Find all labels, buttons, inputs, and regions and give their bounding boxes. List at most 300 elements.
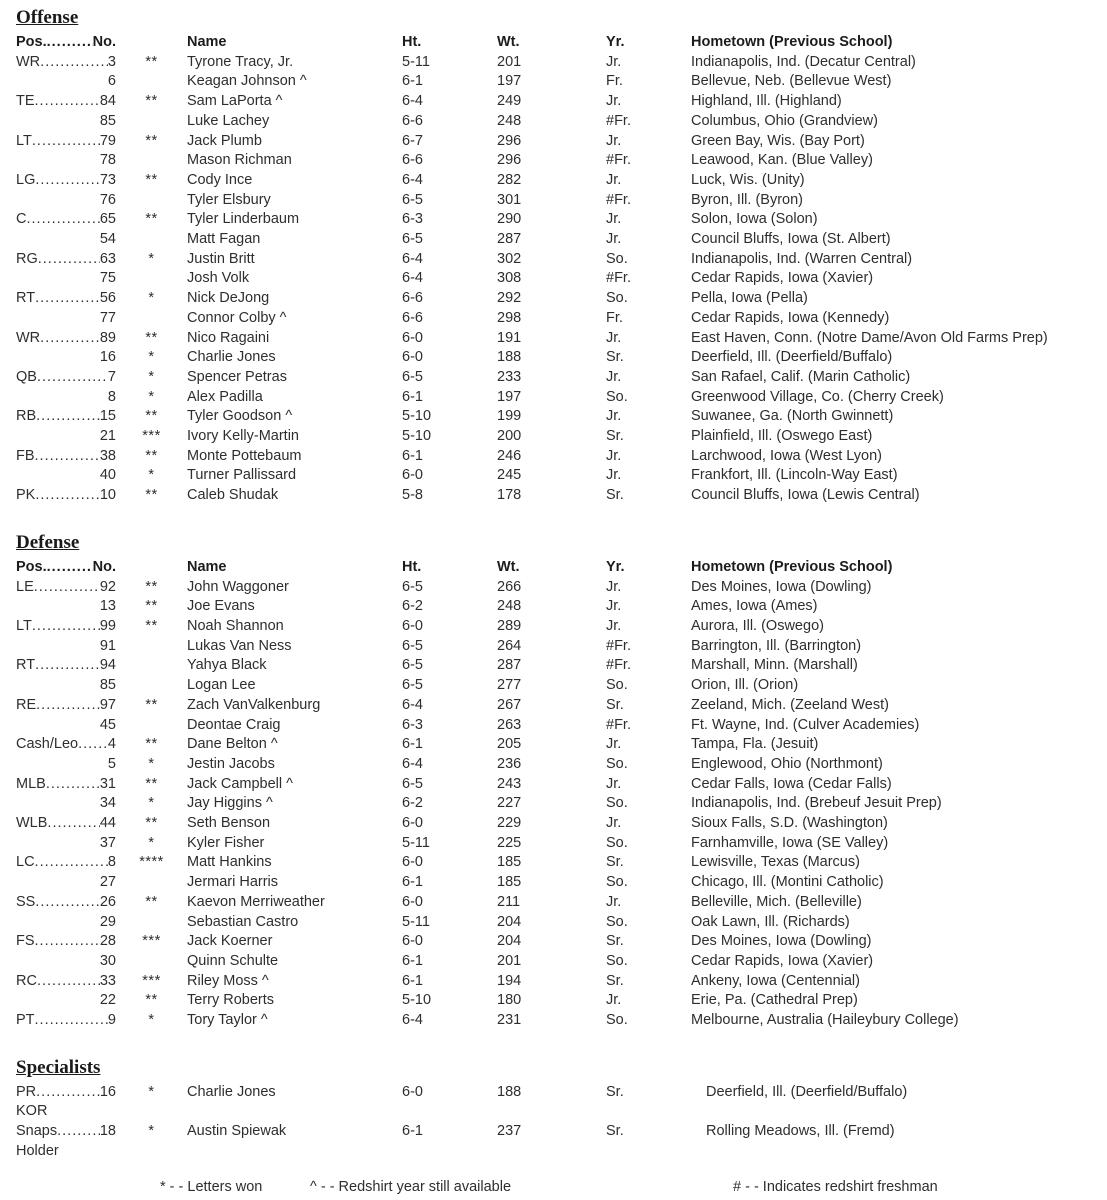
player-height: 5-10 (402, 408, 432, 425)
roster-row (16, 578, 1097, 598)
position-number-cell (16, 893, 116, 913)
player-weight: 188 (497, 349, 522, 366)
player-height: 5-11 (402, 913, 430, 930)
letters-won-stars: *** (142, 428, 161, 445)
position-number-cell (16, 191, 116, 211)
position-number-cell (16, 834, 116, 854)
player-year: #Fr. (606, 637, 631, 654)
player-hometown: Des Moines, Iowa (Dowling) (691, 578, 872, 595)
player-height: 6-5 (402, 191, 423, 208)
dot-leader (26, 210, 99, 230)
letters-won-stars: * (148, 368, 155, 385)
player-weight: 205 (497, 736, 522, 753)
roster-row (16, 151, 1097, 171)
player-name: John Waggoner (187, 578, 289, 595)
player-year: So. (606, 250, 628, 267)
player-weight: 231 (497, 1012, 522, 1029)
jersey-number: 79 (99, 132, 116, 149)
position-number-cell (16, 597, 116, 617)
roster-row (16, 1011, 1097, 1031)
jersey-number: 65 (99, 211, 116, 228)
player-year: So. (606, 290, 628, 307)
player-year: Jr. (606, 132, 622, 149)
player-name: Kyler Fisher (187, 834, 265, 851)
player-hometown: Farnhamville, Iowa (SE Valley) (691, 834, 889, 851)
roster-row (16, 696, 1097, 716)
letters-won-stars: * (148, 349, 155, 366)
position-number-cell (16, 368, 116, 388)
player-height (402, 1142, 497, 1162)
player-height: 6-0 (402, 329, 423, 346)
weight-header: Wt. (497, 34, 520, 50)
dot-leader (37, 368, 108, 388)
position-number-cell (16, 1142, 116, 1162)
player-hometown: Belleville, Mich. (Belleville) (691, 893, 862, 910)
player-height: 6-4 (402, 1012, 423, 1029)
dot-leader (40, 329, 100, 349)
player-name: Tyler Goodson ^ (187, 408, 293, 425)
jersey-number: 29 (99, 913, 116, 930)
player-hometown: Tampa, Fla. (Jesuit) (691, 736, 819, 753)
position-number-cell (16, 132, 116, 152)
player-year: So. (606, 388, 628, 405)
player-weight: 201 (497, 952, 522, 969)
letters-won-stars (116, 309, 187, 329)
jersey-number: 78 (99, 152, 116, 169)
player-hometown: Pella, Iowa (Pella) (691, 290, 808, 307)
jersey-number: 34 (99, 795, 116, 812)
player-height: 6-2 (402, 598, 423, 615)
player-weight: 204 (497, 913, 522, 930)
player-name: Tyrone Tracy, Jr. (187, 53, 294, 70)
defense-title: Defense (16, 531, 80, 553)
player-name: Noah Shannon (187, 617, 284, 634)
roster-row (16, 755, 1097, 775)
player-year: #Fr. (606, 657, 631, 674)
player-year: So. (606, 1012, 628, 1029)
player-weight: 289 (497, 617, 522, 634)
player-weight: 277 (497, 677, 522, 694)
player-weight: 243 (497, 775, 522, 792)
roster-row (16, 171, 1097, 191)
position-label: LE (16, 578, 34, 595)
player-year: So. (606, 874, 628, 891)
letters-won-stars: ** (145, 132, 158, 149)
player-year: Jr. (606, 736, 622, 753)
dot-leader (35, 486, 100, 506)
player-name: Jestin Jacobs (187, 755, 275, 772)
player-name (187, 1142, 402, 1162)
position-label: PK (16, 487, 36, 504)
roster-row (16, 991, 1097, 1011)
player-hometown: Aurora, Ill. (Oswego) (691, 617, 824, 634)
position-number-cell (16, 676, 116, 696)
player-height: 6-6 (402, 112, 423, 129)
player-weight: 178 (497, 487, 522, 504)
position-number-cell (16, 230, 116, 250)
position-number-cell (16, 775, 116, 795)
player-weight: 267 (497, 696, 522, 713)
player-year: So. (606, 952, 628, 969)
player-year: Fr. (606, 73, 623, 90)
player-weight: 290 (497, 211, 522, 228)
player-weight: 296 (497, 132, 522, 149)
player-weight: 236 (497, 755, 522, 772)
player-weight: 301 (497, 191, 522, 208)
jersey-number: 8 (107, 854, 116, 871)
jersey-number: 13 (99, 598, 116, 615)
player-hometown: Cedar Falls, Iowa (Cedar Falls) (691, 775, 892, 792)
letters-won-stars: ** (145, 447, 158, 464)
player-year: Jr. (606, 211, 622, 228)
player-year: Sr. (606, 1083, 624, 1100)
player-name: Matt Fagan (187, 231, 261, 248)
player-height: 6-3 (402, 211, 423, 228)
jersey-number: 28 (99, 933, 116, 950)
player-height: 6-4 (402, 171, 423, 188)
player-name: Monte Pottebaum (187, 447, 302, 464)
legend-redshirt-freshman: # - - Indicates redshirt freshman (733, 1178, 938, 1195)
player-hometown (691, 1102, 1097, 1122)
hometown-header: Hometown (Previous School) (691, 34, 893, 50)
specialists-rows (16, 1083, 1097, 1162)
player-name: Keagan Johnson ^ (187, 73, 307, 90)
position-label: PT (16, 1012, 35, 1029)
dot-leader (47, 814, 99, 834)
player-hometown: Deerfield, Ill. (Deerfield/Buffalo) (706, 1083, 908, 1100)
player-year: So. (606, 795, 628, 812)
player-height: 6-1 (402, 874, 423, 891)
dot-leader (40, 53, 108, 73)
height-header: Ht. (402, 34, 422, 50)
roster-row (16, 407, 1097, 427)
player-height: 6-0 (402, 815, 423, 832)
dot-leader (35, 1011, 108, 1031)
player-height: 6-1 (402, 388, 423, 405)
player-year: #Fr. (606, 270, 631, 287)
jersey-number: 94 (99, 657, 116, 674)
pos-no-header (16, 558, 116, 578)
player-hometown: San Rafael, Calif. (Marin Catholic) (691, 368, 911, 385)
roster-row (16, 230, 1097, 250)
position-label: C (16, 211, 27, 228)
player-hometown: Lewisville, Texas (Marcus) (691, 854, 860, 871)
position-number-cell (16, 289, 116, 309)
player-weight: 233 (497, 368, 522, 385)
player-year: Jr. (606, 617, 622, 634)
player-height: 6-1 (402, 736, 423, 753)
offense-rows (16, 53, 1097, 506)
roster-row (16, 716, 1097, 736)
jersey-number: 85 (99, 112, 116, 129)
player-hometown: Green Bay, Wis. (Bay Port) (691, 132, 865, 149)
player-hometown: Englewood, Ohio (Northmont) (691, 755, 883, 772)
position-number-cell (16, 637, 116, 657)
letters-won-stars: ** (145, 53, 158, 70)
position-number-cell (16, 210, 116, 230)
year-header: Yr. (606, 34, 625, 50)
letters-won-stars: ** (145, 815, 158, 832)
player-name: Spencer Petras (187, 368, 287, 385)
dot-leader (35, 893, 100, 913)
player-height (402, 1102, 497, 1122)
roster-row (16, 309, 1097, 329)
player-height: 5-11 (402, 53, 430, 70)
player-weight: 199 (497, 408, 522, 425)
dot-leader (47, 33, 93, 53)
letters-won-stars (116, 637, 187, 657)
letters-won-stars: ** (145, 696, 158, 713)
letters-won-stars: ** (145, 992, 158, 1009)
player-weight: 302 (497, 250, 522, 267)
player-name: Dane Belton ^ (187, 736, 278, 753)
letters-won-stars (116, 1102, 187, 1122)
roster-row (16, 348, 1097, 368)
position-number-cell (16, 952, 116, 972)
letters-won-stars: ** (145, 211, 158, 228)
dot-leader (35, 447, 100, 467)
player-year: Sr. (606, 428, 624, 445)
no-header-label: No. (92, 558, 116, 575)
position-number-cell (16, 250, 116, 270)
player-name: Austin Spiewak (187, 1123, 287, 1140)
roster-row (16, 250, 1097, 270)
player-hometown: Council Bluffs, Iowa (Lewis Central) (691, 487, 920, 504)
player-height: 6-4 (402, 93, 423, 110)
player-height: 6-4 (402, 250, 423, 267)
player-weight: 225 (497, 834, 522, 851)
player-weight: 204 (497, 933, 522, 950)
jersey-number: 21 (99, 428, 116, 445)
letters-won-stars: ** (145, 598, 158, 615)
player-weight: 292 (497, 290, 522, 307)
name-header: Name (187, 34, 227, 50)
roster-row (16, 112, 1097, 132)
roster-row (16, 1102, 1097, 1122)
player-hometown: Deerfield, Ill. (Deerfield/Buffalo) (691, 349, 893, 366)
jersey-number: 22 (99, 992, 116, 1009)
player-height: 6-0 (402, 893, 423, 910)
jersey-number: 73 (99, 171, 116, 188)
position-number-cell (16, 1083, 116, 1103)
roster-row (16, 92, 1097, 112)
player-height: 6-0 (402, 933, 423, 950)
player-name: Luke Lachey (187, 112, 270, 129)
player-hometown: Cedar Rapids, Iowa (Xavier) (691, 952, 874, 969)
letters-won-stars: ** (145, 408, 158, 425)
dot-leader (32, 132, 100, 152)
player-year: Jr. (606, 93, 622, 110)
letters-won-stars (116, 873, 187, 893)
player-hometown: Des Moines, Iowa (Dowling) (691, 933, 872, 950)
player-name: Alex Padilla (187, 388, 263, 405)
jersey-number: 77 (99, 309, 116, 326)
letters-won-stars: * (148, 388, 155, 405)
player-weight: 249 (497, 93, 522, 110)
player-name: Nico Ragaini (187, 329, 270, 346)
position-number-cell (16, 814, 116, 834)
player-name: Charlie Jones (187, 349, 276, 366)
player-weight: 296 (497, 152, 522, 169)
player-weight: 180 (497, 992, 522, 1009)
jersey-number: 44 (99, 815, 116, 832)
letters-won-stars: ** (145, 578, 158, 595)
player-weight (497, 1142, 606, 1162)
player-height: 6-5 (402, 637, 423, 654)
jersey-number: 16 (99, 349, 116, 366)
position-number-cell (16, 447, 116, 467)
player-year: Jr. (606, 992, 622, 1009)
dot-leader (36, 1083, 100, 1103)
player-year: #Fr. (606, 152, 631, 169)
player-hometown: Erie, Pa. (Cathedral Prep) (691, 992, 858, 1009)
position-label: Snaps (16, 1123, 58, 1140)
player-weight: 185 (497, 874, 522, 891)
player-name: Joe Evans (187, 598, 255, 615)
player-year: Jr. (606, 815, 622, 832)
player-hometown: Byron, Ill. (Byron) (691, 191, 803, 208)
roster-row (16, 1083, 1097, 1103)
letters-won-stars: ** (145, 617, 158, 634)
position-number-cell (16, 329, 116, 349)
letters-won-stars (116, 269, 187, 289)
position-number-cell (16, 269, 116, 289)
pos-no-header (16, 33, 116, 53)
player-height: 6-1 (402, 73, 423, 90)
height-header: Ht. (402, 558, 422, 575)
player-height: 6-4 (402, 755, 423, 772)
position-label: RE (16, 696, 37, 713)
position-label: LC (16, 854, 35, 871)
letters-won-stars: * (148, 1123, 155, 1140)
dot-leader (46, 775, 100, 795)
player-year: Sr. (606, 972, 624, 989)
position-number-cell (16, 72, 116, 92)
position-label: Cash/Leo (16, 736, 79, 753)
player-weight: 282 (497, 171, 522, 188)
player-weight: 201 (497, 53, 522, 70)
roster-row (16, 913, 1097, 933)
player-hometown: Ft. Wayne, Ind. (Culver Academies) (691, 716, 920, 733)
position-number-cell (16, 913, 116, 933)
player-height: 6-6 (402, 152, 423, 169)
jersey-number: 27 (99, 874, 116, 891)
player-weight: 248 (497, 112, 522, 129)
player-name: Deontae Craig (187, 716, 281, 733)
jersey-number: 5 (107, 755, 116, 772)
player-year (606, 1102, 691, 1122)
player-name: Seth Benson (187, 815, 271, 832)
position-label: MLB (16, 775, 46, 792)
jersey-number: 92 (99, 578, 116, 595)
player-hometown: Luck, Wis. (Unity) (691, 171, 805, 188)
letters-won-stars: * (148, 1012, 155, 1029)
player-year: So. (606, 755, 628, 772)
player-weight: 308 (497, 270, 522, 287)
player-year: #Fr. (606, 716, 631, 733)
position-number-cell (16, 696, 116, 716)
player-height: 6-0 (402, 1083, 423, 1100)
position-number-cell (16, 735, 116, 755)
column-header-row (16, 558, 1097, 578)
player-name: Cody Ince (187, 171, 253, 188)
player-height: 6-6 (402, 309, 423, 326)
player-weight: 237 (497, 1123, 522, 1140)
letters-won-stars: ** (145, 893, 158, 910)
roster-row (16, 597, 1097, 617)
jersey-number: 30 (99, 952, 116, 969)
roster-row (16, 53, 1097, 73)
year-header: Yr. (606, 558, 625, 575)
player-hometown: Larchwood, Iowa (West Lyon) (691, 447, 883, 464)
player-year: #Fr. (606, 112, 631, 129)
player-name: Sebastian Castro (187, 913, 299, 930)
position-label: TE (16, 93, 35, 110)
player-name: Zach VanValkenburg (187, 696, 321, 713)
position-label: WR (16, 53, 41, 70)
roster-row (16, 893, 1097, 913)
dot-leader (32, 617, 100, 637)
player-height: 6-7 (402, 132, 423, 149)
player-weight: 246 (497, 447, 522, 464)
player-year: #Fr. (606, 191, 631, 208)
letters-won-stars: *** (142, 972, 161, 989)
player-weight: 194 (497, 972, 522, 989)
position-number-cell (16, 486, 116, 506)
position-number-cell (16, 171, 116, 191)
letters-won-stars (116, 656, 187, 676)
player-height: 5-10 (402, 992, 432, 1009)
player-height: 6-3 (402, 716, 423, 733)
player-height: 6-0 (402, 854, 423, 871)
jersey-number: 8 (107, 388, 116, 405)
jersey-number: 18 (99, 1123, 116, 1140)
position-label: QB (16, 368, 37, 385)
player-name: Ivory Kelly-Martin (187, 428, 299, 445)
player-year: Sr. (606, 1123, 624, 1140)
dot-leader (36, 696, 100, 716)
roster-row (16, 368, 1097, 388)
name-header: Name (187, 558, 227, 575)
position-number-cell (16, 932, 116, 952)
player-height: 6-6 (402, 290, 423, 307)
jersey-number: 76 (99, 191, 116, 208)
player-hometown: Indianapolis, Ind. (Brebeuf Jesuit Prep) (691, 795, 942, 812)
dot-leader (35, 171, 100, 191)
player-weight: 263 (497, 716, 522, 733)
roster-row (16, 447, 1097, 467)
player-name: Tyler Linderbaum (187, 211, 300, 228)
letters-won-stars (116, 1142, 187, 1162)
dot-leader (35, 289, 100, 309)
jersey-number: 10 (99, 487, 116, 504)
player-hometown: Oak Lawn, Ill. (Richards) (691, 913, 850, 930)
player-weight: 197 (497, 73, 522, 90)
roster-row (16, 1142, 1097, 1162)
specialists-title: Specialists (16, 1056, 101, 1078)
player-height: 6-1 (402, 972, 423, 989)
roster-row (16, 794, 1097, 814)
player-year: Jr. (606, 467, 622, 484)
player-year: So. (606, 677, 628, 694)
player-hometown (691, 1142, 1097, 1162)
player-weight: 191 (497, 329, 522, 346)
position-label: LT (16, 132, 32, 149)
player-height: 6-5 (402, 231, 423, 248)
player-height: 6-0 (402, 467, 423, 484)
player-name: Turner Pallissard (187, 467, 297, 484)
position-label: KOR (16, 1103, 48, 1120)
